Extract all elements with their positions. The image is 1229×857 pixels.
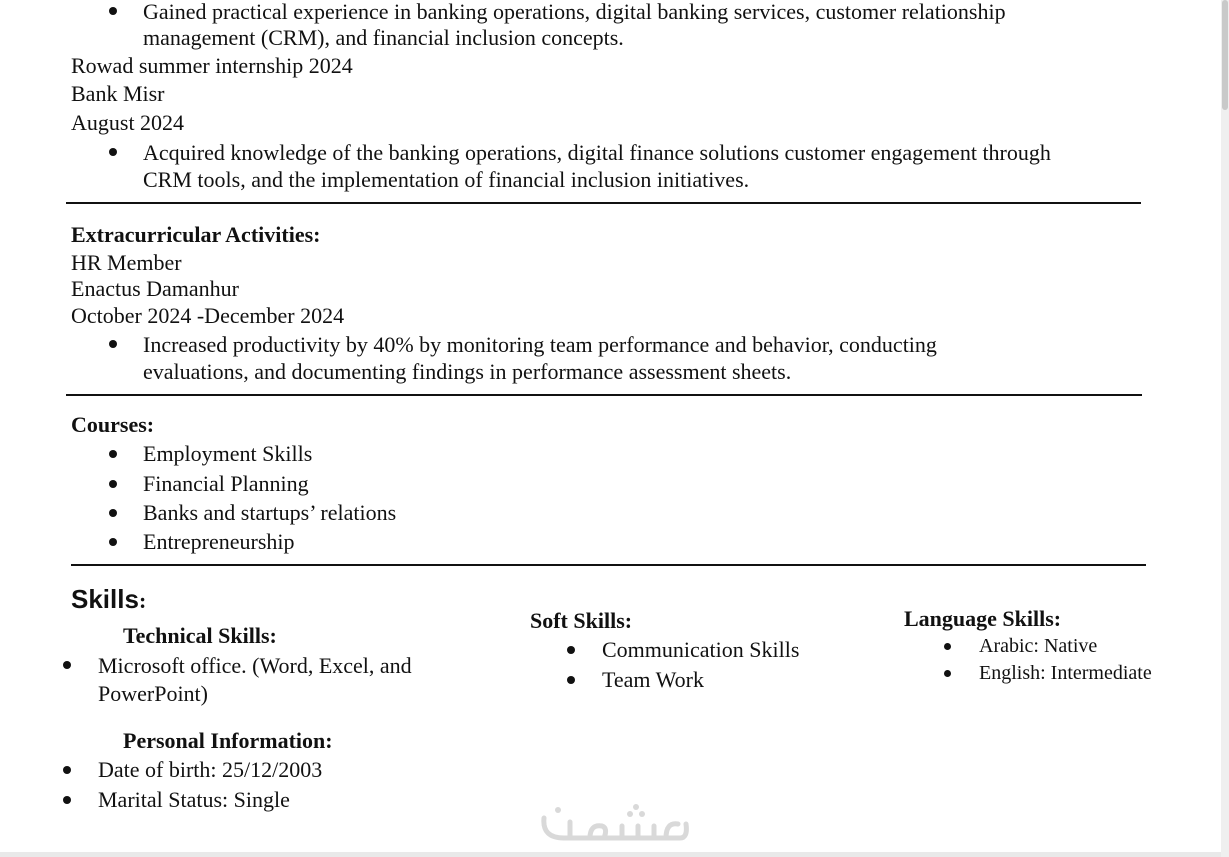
bullet-icon <box>567 646 575 654</box>
language-item: English: Intermediate <box>979 662 1152 684</box>
bullet-icon <box>109 509 117 517</box>
internship-bullet-line1: Acquired knowledge of the banking operations, digital finance solutions customer engagement through <box>143 140 1051 165</box>
extracurricular-org: Enactus Damanhur <box>71 276 239 301</box>
language-skills-heading: Language Skills: <box>904 606 1062 631</box>
extracurricular-bullet-line2: evaluations, and documenting findings in performance assessment sheets. <box>143 359 792 384</box>
bullet-icon <box>109 148 117 156</box>
bullet-icon <box>109 480 117 488</box>
course-item: Employment Skills <box>143 441 313 466</box>
section-divider <box>71 564 1146 566</box>
section-divider <box>66 202 1141 204</box>
page-bottom-edge <box>0 852 1229 857</box>
bullet-icon <box>109 7 117 15</box>
bullet-icon <box>567 676 575 684</box>
bullet-icon <box>63 766 71 774</box>
extracurricular-bullet-line1: Increased productivity by 40% by monitoring team performance and behavior, conducting <box>143 332 937 357</box>
bullet-icon <box>63 661 71 669</box>
experience-prev-bullet-line1: Gained practical experience in banking operations, digital banking services, customer relationship <box>143 0 1006 24</box>
technical-skill-line2: PowerPoint) <box>98 681 208 706</box>
course-item: Financial Planning <box>143 471 309 496</box>
soft-skill-item: Team Work <box>602 667 704 692</box>
personal-info-heading: Personal Information: <box>123 728 333 753</box>
skills-heading <box>71 584 146 616</box>
extracurricular-date: October 2024 -December 2024 <box>71 303 345 328</box>
soft-skills-heading: Soft Skills: <box>530 608 633 633</box>
bullet-icon <box>109 450 117 458</box>
extracurricular-role: HR Member <box>71 250 182 275</box>
internship-company: Bank Misr <box>71 81 165 106</box>
soft-skill-item: Communication Skills <box>602 637 800 662</box>
bullet-icon <box>944 643 951 650</box>
bullet-icon <box>944 670 951 677</box>
scrollbar[interactable] <box>1221 0 1229 857</box>
section-divider <box>66 394 1142 396</box>
extracurricular-heading: Extracurricular Activities: <box>71 222 321 247</box>
internship-date: August 2024 <box>71 110 185 135</box>
personal-info-item: Date of birth: 25/12/2003 <box>98 757 323 782</box>
technical-skill-line1: Microsoft office. (Word, Excel, and <box>98 653 412 678</box>
experience-prev-bullet-line2: management (CRM), and financial inclusion concepts. <box>143 25 624 50</box>
skills-heading-text: Skills <box>71 584 139 614</box>
bullet-icon <box>109 538 117 546</box>
internship-bullet-line2: CRM tools, and the implementation of financial inclusion initiatives. <box>143 167 750 192</box>
personal-info-item: Marital Status: Single <box>98 787 290 812</box>
internship-title: Rowad summer internship 2024 <box>71 53 353 78</box>
course-item: Banks and startups’ relations <box>143 500 397 525</box>
scrollbar-thumb[interactable] <box>1222 0 1228 110</box>
khamsat-logo-icon <box>538 800 690 844</box>
bullet-icon <box>63 796 71 804</box>
bullet-icon <box>109 340 117 348</box>
skills-heading-colon: : <box>138 588 147 613</box>
language-item: Arabic: Native <box>979 635 1098 657</box>
course-item: Entrepreneurship <box>143 529 295 554</box>
technical-skills-heading: Technical Skills: <box>123 623 277 648</box>
courses-heading: Courses: <box>71 412 155 437</box>
